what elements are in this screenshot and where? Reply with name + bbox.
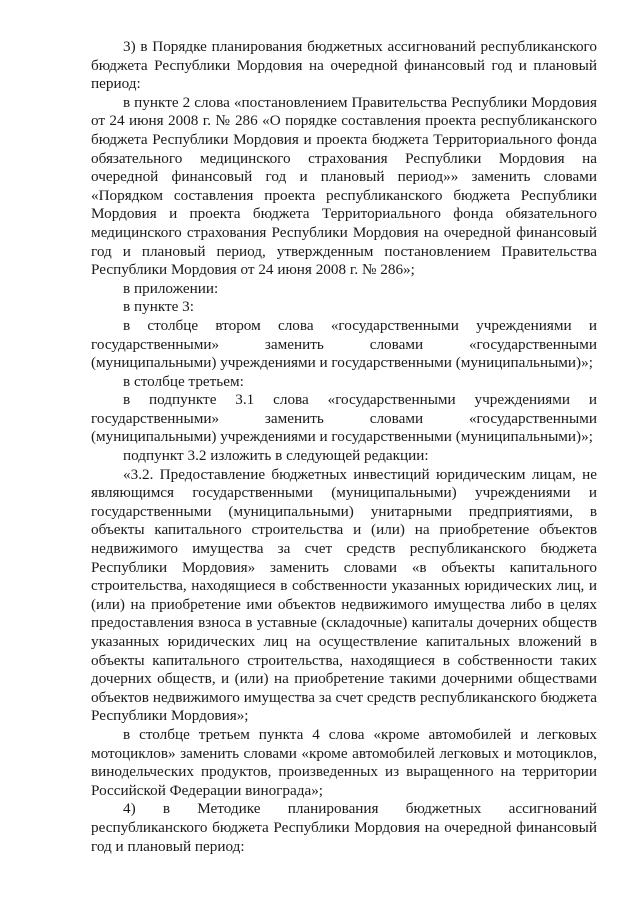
paragraph-item-4-methodology: 4) в Методике планирования бюджетных ассигнований республиканского бюджета Республики Мордовия на очередной финансовый год и плановый период: — [91, 800, 597, 855]
paragraph-subpoint-3-2-text: «3.2. Предоставление бюджетных инвестиций юридическим лицам, не являющимся государственными (муниципальными) учреждениями и государственными (муниципальными) унитарными предприятиями, в объекты капитального строительства и (или) на приобретение объектов недвижимого имущества за счет средств республиканского бюджета Республики Мордовия» заменить словами «в объекты капитального строительства, находящиеся в собственности указанных юридических лиц, и (или) на приобретение ими объектов недвижимого имущества либо в целях предоставления взноса в уставные (складочные) капиталы дочерних обществ указанных юридических лиц на осуществление капитальных вложений в объекты капитального строительства, находящиеся в собственности таких дочерних обществ, и (или) на приобретение такими дочерними обществами объектов недвижимого имущества за счет средств республиканского бюджета Республики Мордовия»; — [91, 465, 597, 725]
paragraph-point-2: в пункте 2 слова «постановлением Правительства Республики Мордовия от 24 июня 2008 г. № 286 «О порядке составления проекта республиканского бюджета Республики Мордовия и проекта бюджета Территориального фонда обязательного медицинского страхования Республики Мордовия на очередной финансовый год и плановый период»» заменить словами «Порядком составления проекта республиканского бюджета Республики Мордовия и проекта бюджета Территориального фонда обязательного медицинского страхования Республики Мордовия на очередной финансовый год и плановый период, утвержденным постановлением Правительства Республики Мордовия от 24 июня 2008 г. № 286»; — [91, 93, 597, 279]
document-body — [91, 38, 597, 856]
paragraph-column-two: в столбце втором слова «государственными учреждениями и государственными» заменить словами «государственными (муниципальными) учреждениями и государственными (муниципальными)»; — [91, 316, 597, 372]
paragraph-point-4: в столбце третьем пункта 4 слова «кроме автомобилей и легковых мотоциклов» заменить словами «кроме автомобилей легковых и мотоциклов, винодельческих продуктов, произведенных из выращенного на территории Российской Федерации винограда»; — [91, 725, 597, 799]
paragraph-column-three: в столбце третьем: — [123, 372, 244, 390]
paragraph-in-point-3: в пункте 3: — [123, 298, 194, 316]
paragraph-item-3-order: 3) в Порядке планирования бюджетных ассигнований республиканского бюджета Республики Мордовия на очередной финансовый год и плановый период: — [91, 38, 597, 93]
paragraph-in-appendix: в приложении: — [123, 279, 219, 297]
paragraph-subpoint-3-2-intro: подпункт 3.2 изложить в следующей редакции: — [123, 447, 429, 465]
paragraph-subpoint-3-1: в подпункте 3.1 слова «государственными учреждениями и государственными» заменить словами «государственными (муниципальными) учреждениями и государственными (муниципальными)»; — [91, 391, 597, 446]
